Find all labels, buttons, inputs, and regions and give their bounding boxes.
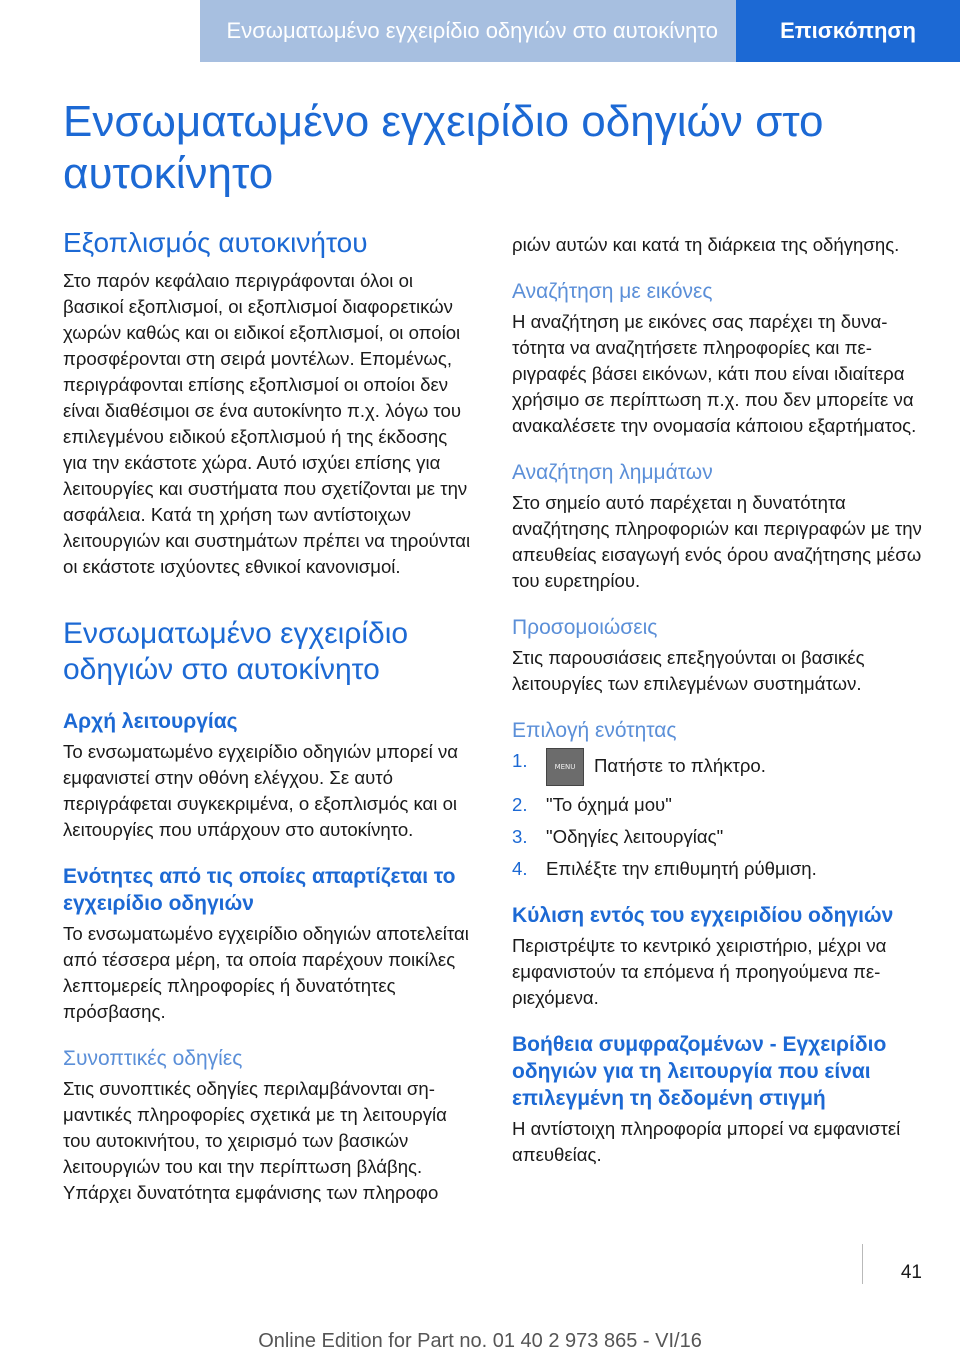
presentations-heading: Προσομοιώσεις: [512, 616, 658, 639]
scroll-heading: Κύλιση εντός του εγχειριδίου οδηγιών: [512, 904, 894, 927]
sections-heading: Ενότητες από τις οποίες απαρτίζεται το εγχειρίδιο οδηγιών: [63, 865, 456, 915]
breadcrumb-section[interactable]: Επισκόπηση: [736, 0, 960, 62]
list-item: [512, 824, 930, 850]
image-search-text: Η αναζήτηση με εικόνες σας παρέχει τη δυνατότητα να αναζητήσετε πληροφορίες και περιγραφές βάσει εικόνων, κάτι που είναι ιδιαίτερα χρήσιμο σε περίπτωση π.χ. που δεν μπορείτε να ανακαλέσετε την ονομασία κάποιου εξαρτήματος.: [512, 311, 917, 436]
brief-text-continued: ριών αυτών και κατά τη διάρκεια της οδήγησης.: [512, 234, 900, 255]
step-text: Επιλέξτε την επιθυμητή ρύθμιση.: [546, 858, 817, 879]
equipment-heading: Εξοπλισμός αυτοκινήτου: [63, 227, 368, 258]
scroll-text: Περιστρέψτε το κεντρικό χειριστήριο, μέχρι να εμφανιστούν τα επόμενα ή προηγούμενα περιεχόμενα.: [512, 935, 887, 1008]
keyword-search-text: Στο σημείο αυτό παρέχεται η δυνατότητα αναζήτησης πληροφοριών και περιγραφών με την απευθείας εισαγωγή ενός όρου αναζήτησης μέσω του ευρετηρίου.: [512, 492, 922, 591]
select-section-heading: Επιλογή ενότητας: [512, 719, 677, 742]
principle-heading: Αρχή λειτουργίας: [63, 710, 238, 733]
manual-heading: Ενσωματωμένο εγχειρίδιο οδηγιών στο αυτοκίνητο: [63, 617, 409, 686]
breadcrumb-chapter[interactable]: Ενσωματωμένο εγχειρίδιο οδηγιών στο αυτοκίνητο: [200, 0, 736, 62]
step-number: 3.: [512, 826, 528, 847]
list-item: [512, 748, 930, 786]
step-text: "Οδηγίες λειτουργίας": [546, 826, 724, 847]
image-search-heading: Αναζήτηση με εικόνες: [512, 280, 713, 303]
menu-button-icon: MENU: [546, 748, 584, 786]
keyword-search-heading: Αναζήτηση λημμάτων: [512, 461, 713, 484]
steps-list: [512, 748, 930, 882]
brief-heading: Συνοπτικές οδηγίες: [63, 1047, 243, 1070]
list-item: [512, 856, 930, 882]
list-item: [512, 792, 930, 818]
step-number: 4.: [512, 858, 528, 879]
step-text: "Το όχημά μου": [546, 794, 672, 815]
page-title: Ενσωματωμένο εγχειρίδιο οδηγιών στο αυτοκίνητο: [63, 97, 824, 198]
sections-text: Το ενσωματωμένο εγχειρίδιο οδηγιών αποτελείται από τέσσερα μέρη, τα οποία παρέχουν ποικίλες λεπτομερείς πληροφορίες ή δυνατότητες πρόσβασης.: [63, 923, 469, 1022]
page-header: [0, 0, 960, 62]
right-column: [512, 226, 930, 1168]
principle-text: Το ενσωματωμένο εγχειρίδιο οδηγιών μπορεί να εμφανιστεί στην οθόνη ελέγχου. Σε αυτό περιγράφεται συγκεκριμένα, ο εξοπλισμός και οι λειτουργίες που υπάρχουν στο αυτοκίνητο.: [63, 741, 458, 840]
context-help-text: Η αντίστοιχη πληροφορία μπορεί να εμφανιστεί απευθείας.: [512, 1118, 901, 1165]
edition-footer: Online Edition for Part no. 01 40 2 973 865 - VI/16: [258, 1330, 702, 1352]
brief-text: Στις συνοπτικές οδηγίες περιλαμβάνονται σημαντικές πληροφορίες σχετικά με τη λειτουργία του αυτοκινήτου, το χειρισμό των βασικών λειτουργιών του και την περίπτωση βλάβης. Υπάρχει δυνατότητα εμφάνισης των πληροφο: [63, 1078, 447, 1203]
step-text: Πατήστε το πλήκτρο.: [594, 754, 766, 776]
context-help-heading: Βοήθεια συμφραζομένων - Εγχειρίδιο οδηγιών για τη λειτουργία που είναι επιλεγμένη τη δεδομένη στιγμή: [512, 1033, 887, 1110]
left-column: [63, 226, 476, 1206]
equipment-text: Στο παρόν κεφάλαιο περιγράφονται όλοι οι βασικοί εξοπλισμοί, οι εξοπλισμοί διαφορετικών χωρών καθώς και οι ειδικοί εξοπλισμοί, οι οποίοι προσφέρονται στη σειρά μοντέλων. Επομένως, περιγράφονται επίσης εξοπλισμοί οι οποίοι δεν είναι διαθέσιμοι σε ένα αυτοκίνητο π.χ. λόγω του επιλεγμένου ειδικού εξοπλισμού ή της έκδοσης για την εκάστοτε χώρα. Αυτό ισχύει επίσης για λειτουργίες και συστήματα που σχετίζονται με την ασφάλεια. Κατά τη χρήση των αντίστοιχων λειτουργιών και συστημάτων πρέπει να τηρούνται οι εκάστοτε ισχύοντες εθνικοί κανονισμοί.: [63, 270, 471, 577]
step-number: 1.: [512, 750, 528, 771]
step-number: 2.: [512, 794, 528, 815]
presentations-text: Στις παρουσιάσεις επεξηγούνται οι βασικές λειτουργίες των επιλεγμένων συστημάτων.: [512, 647, 865, 694]
page-number: 41: [900, 1262, 922, 1283]
